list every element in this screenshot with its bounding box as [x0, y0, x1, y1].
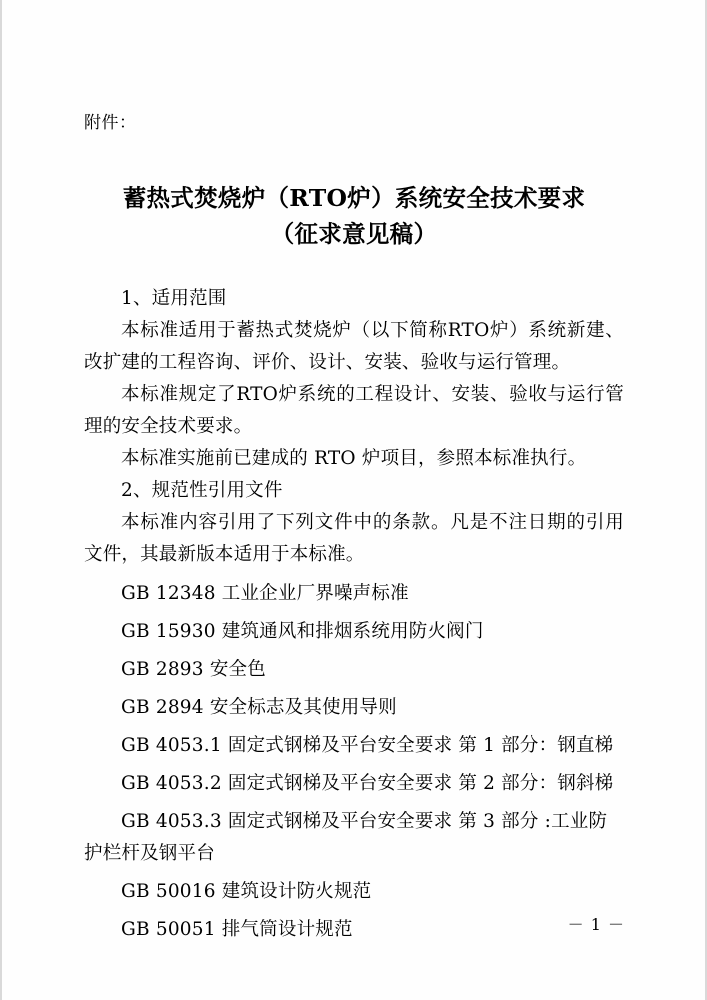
standard-item: GB 4053.2 固定式钢梯及平台安全要求 第 2 部分：钢斜梯	[121, 772, 614, 794]
section-heading-1: 1、适用范围	[121, 287, 227, 309]
standard-item: GB 4053.1 固定式钢梯及平台安全要求 第 1 部分：钢直梯	[121, 734, 614, 756]
standard-item: GB 2894 安全标志及其使用导则	[121, 696, 397, 718]
section-heading-2: 2、规范性引用文件	[121, 479, 283, 501]
section-1-paragraph-1: 本标准适用于蓄热式焚烧炉（以下简称RTO炉）系统新建、改扩建的工程咨询、评价、设计、安装、验收与运行管理。	[84, 319, 624, 373]
standard-item: GB 15930 建筑通风和排烟系统用防火阀门	[121, 620, 484, 642]
attachment-label: 附件：	[84, 113, 137, 133]
document-subtitle: （征求意见稿）	[270, 220, 438, 249]
standards-reference-list	[84, 575, 624, 949]
standard-item: GB 50016 建筑设计防火规范	[121, 880, 372, 902]
section-2-paragraph-1: 本标准内容引用了下列文件中的条款。凡是不注日期的引用文件，其最新版本适用于本标准。	[84, 511, 624, 565]
standard-item: GB 50051 排气筒设计规范	[121, 918, 353, 940]
document-title: 蓄热式焚烧炉（RTO炉）系统安全技术要求	[122, 183, 586, 212]
standard-item: GB 12348 工业企业厂界噪声标准	[121, 582, 409, 604]
page-content	[84, 0, 624, 949]
standard-item: GB 2893 安全色	[121, 658, 266, 680]
standard-item: GB 4053.3 固定式钢梯及平台安全要求 第 3 部分 :工业防护栏杆及钢平台	[84, 810, 608, 864]
section-1-paragraph-3: 本标准实施前已建成的 RTO 炉项目，参照本标准执行。	[121, 447, 587, 469]
section-1-paragraph-2: 本标准规定了RTO炉系统的工程设计、安装、验收与运行管理的安全技术要求。	[84, 383, 624, 437]
page-edge-left	[0, 0, 2, 1000]
page-number: － 1 －	[567, 915, 625, 934]
document-body	[84, 283, 624, 949]
